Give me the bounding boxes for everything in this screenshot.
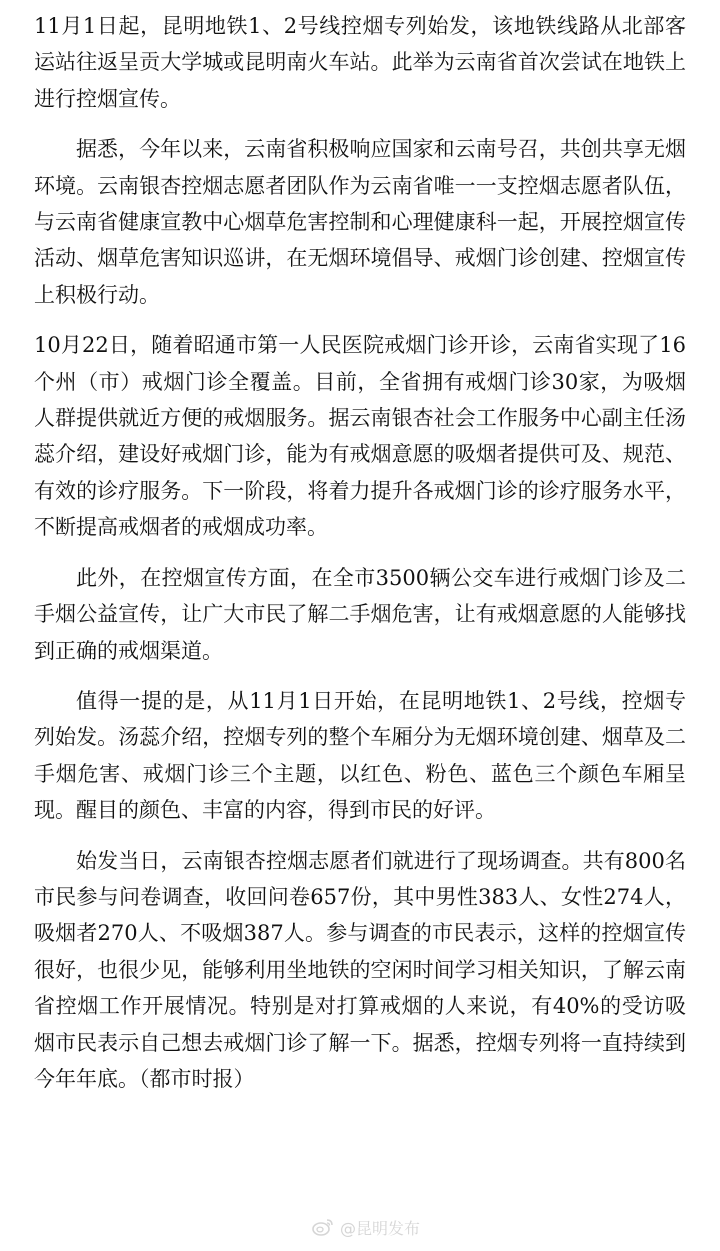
paragraph-6: 始发当日，云南银杏控烟志愿者们就进行了现场调查。共有800名市民参与问卷调查，收回问卷657份，其中男性383人、女性274人，吸烟者270人、不吸烟387人。参与调查的市民表示，这样的控烟宣传很好，也很少见，能够利用坐地铁的空闲时间学习相关知识，了解云南省控烟工作开展情况。特别是对打算戒烟的人来说，有40%的受访吸烟市民表示自己想去戒烟门诊了解一下。据悉，控烟专列将一直持续到今年年底。（都市时报） <box>34 848 686 1091</box>
paragraph-3: 10月22日，随着昭通市第一人民医院戒烟门诊开诊，云南省实现了16个州（市）戒烟门诊全覆盖。目前，全省拥有戒烟门诊30家，为吸烟人群提供就近方便的戒烟服务。据云南银杏社会工作服务中心副主任汤蕊介绍，建设好戒烟门诊，能为有戒烟意愿的吸烟者提供可及、规范、有效的诊疗服务。下一阶段，将着力提升各戒烟门诊的诊疗服务水平，不断提高戒烟者的戒烟成功率。 <box>34 333 686 540</box>
paragraph-2: 据悉，今年以来，云南省积极响应国家和云南号召，共创共享无烟环境。云南银杏控烟志愿者团队作为云南省唯一一支控烟志愿者队伍，与云南省健康宣教中心烟草危害控制和心理健康科一起，开展控烟宣传活动、烟草危害知识巡讲，在无烟环境倡导、戒烟门诊创建、控烟宣传上积极行动。 <box>34 137 686 307</box>
watermark-text: @昆明发布 <box>339 1218 420 1238</box>
paragraph-5: 值得一提的是，从11月1日开始，在昆明地铁1、2号线，控烟专列始发。汤蕊介绍，控烟专列的整个车厢分为无烟环境创建、烟草及二手烟危害、戒烟门诊三个主题，以红色、粉色、蓝色三个颜色车厢呈现。醒目的颜色、丰富的内容，得到市民的好评。 <box>34 688 686 823</box>
paragraph-1: 11月1日起，昆明地铁1、2号线控烟专列始发，该地铁线路从北部客运站往返呈贡大学城或昆明南火车站。此举为云南省首次尝试在地铁上进行控烟宣传。 <box>34 14 686 111</box>
watermark <box>312 1212 420 1242</box>
weibo-icon <box>312 1218 334 1236</box>
article-body <box>34 8 686 1111</box>
paragraph-4: 此外，在控烟宣传方面，在全市3500辆公交车进行戒烟门诊及二手烟公益宣传，让广大市民了解二手烟危害，让有戒烟意愿的人能够找到正确的戒烟渠道。 <box>34 565 686 663</box>
